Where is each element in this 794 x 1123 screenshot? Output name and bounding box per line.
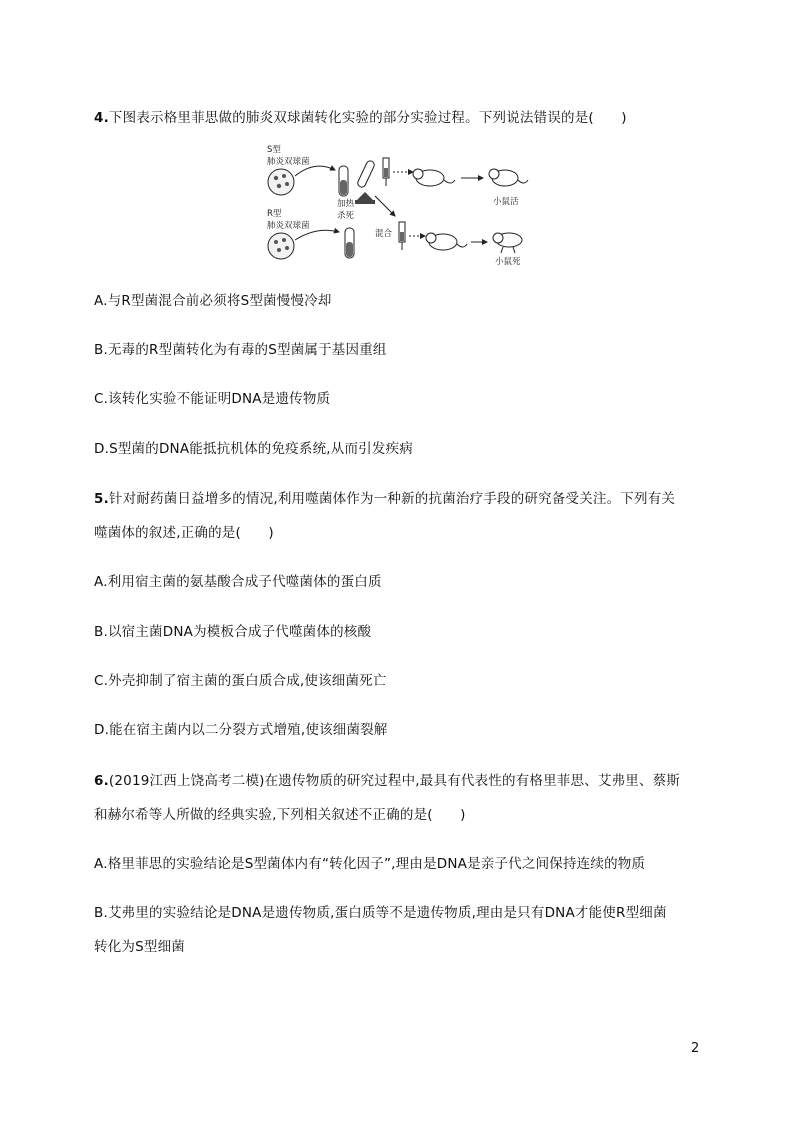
q5-option-a: A.利用宿主菌的氨基酸合成子代噬菌体的蛋白质 [94, 574, 382, 590]
griffith-experiment-figure [265, 142, 535, 266]
figure-label-r-bacteria: 肺炎双球菌 [267, 221, 310, 231]
figure-label-s-bacteria: 肺炎双球菌 [267, 157, 310, 167]
q6-option-b-continued: 转化为S型细菌 [94, 939, 185, 955]
r-test-tube-icon [345, 228, 354, 258]
mouse-dead-icon [493, 233, 522, 253]
mouse-bottom-icon [426, 233, 467, 250]
r-culture-dish-icon [268, 233, 294, 259]
q4-option-a: A.与R型菌混合前必须将S型菌慢慢冷却 [94, 293, 332, 309]
q5-stem-line1: 针对耐药菌日益增多的情况,利用噬菌体作为一种新的抗菌治疗手段的研究备受关注。下列有关 [108, 491, 676, 507]
mouse-top-icon [413, 169, 455, 186]
heat-tube-icon [355, 160, 376, 204]
page-number: 2 [691, 1041, 700, 1056]
q6-stem-line [94, 769, 680, 789]
figure-label-mouse-alive: 小鼠活 [493, 197, 519, 207]
figure-label-kill: 杀死 [337, 211, 355, 221]
q5-stem-line [94, 487, 675, 507]
q5-stem-line2: 噬菌体的叙述,正确的是( ) [94, 525, 274, 541]
q4-stem: 下图表示格里菲思做的肺炎双球菌转化实验的部分实验过程。下列说法错误的是( ) [108, 110, 627, 126]
q6-option-a: A.格里菲思的实验结论是S型菌体内有“转化因子”,理由是DNA是亲子代之间保持连续的物质 [94, 856, 646, 872]
syringe-bottom-icon [399, 222, 405, 250]
q4-option-b: B.无毒的R型菌转化为有毒的S型菌属于基因重组 [94, 342, 387, 358]
q4-number: 4. [94, 110, 109, 126]
q4-option-d: D.S型菌的DNA能抵抗机体的免疫系统,从而引发疾病 [94, 441, 413, 457]
q6-stem-line1: (2019江西上饶高考二模)在遗传物质的研究过程中,最具有代表性的有格里菲思、艾弗里、蔡斯 [108, 773, 681, 789]
q4-option-c: C.该转化实验不能证明DNA是遗传物质 [94, 391, 331, 407]
s-test-tube-icon [339, 166, 348, 196]
figure-label-r-type: R型 [267, 209, 282, 219]
q6-stem-line2: 和赫尔希等人所做的经典实验,下列相关叙述不正确的是( ) [94, 807, 466, 823]
q5-number: 5. [94, 491, 109, 507]
q6-option-b: B.艾弗里的实验结论是DNA是遗传物质,蛋白质等不是遗传物质,理由是只有DNA才能使R型细菌 [94, 905, 667, 921]
figure-label-s-type: S型 [267, 145, 281, 155]
q5-option-b: B.以宿主菌DNA为模板合成子代噬菌体的核酸 [94, 624, 372, 640]
q5-option-c: C.外壳抑制了宿主菌的蛋白质合成,使该细菌死亡 [94, 673, 387, 689]
figure-label-heat: 加热 [337, 199, 355, 209]
q5-option-d: D.能在宿主菌内以二分裂方式增殖,使该细菌裂解 [94, 722, 388, 738]
mouse-alive-icon [489, 169, 528, 186]
figure-label-mix: 混合 [375, 229, 393, 239]
syringe-top-icon [383, 158, 389, 186]
q4-stem-line [94, 106, 627, 126]
q6-number: 6. [94, 773, 109, 789]
s-culture-dish-icon [268, 169, 294, 195]
figure-label-mouse-dead: 小鼠死 [495, 257, 521, 266]
